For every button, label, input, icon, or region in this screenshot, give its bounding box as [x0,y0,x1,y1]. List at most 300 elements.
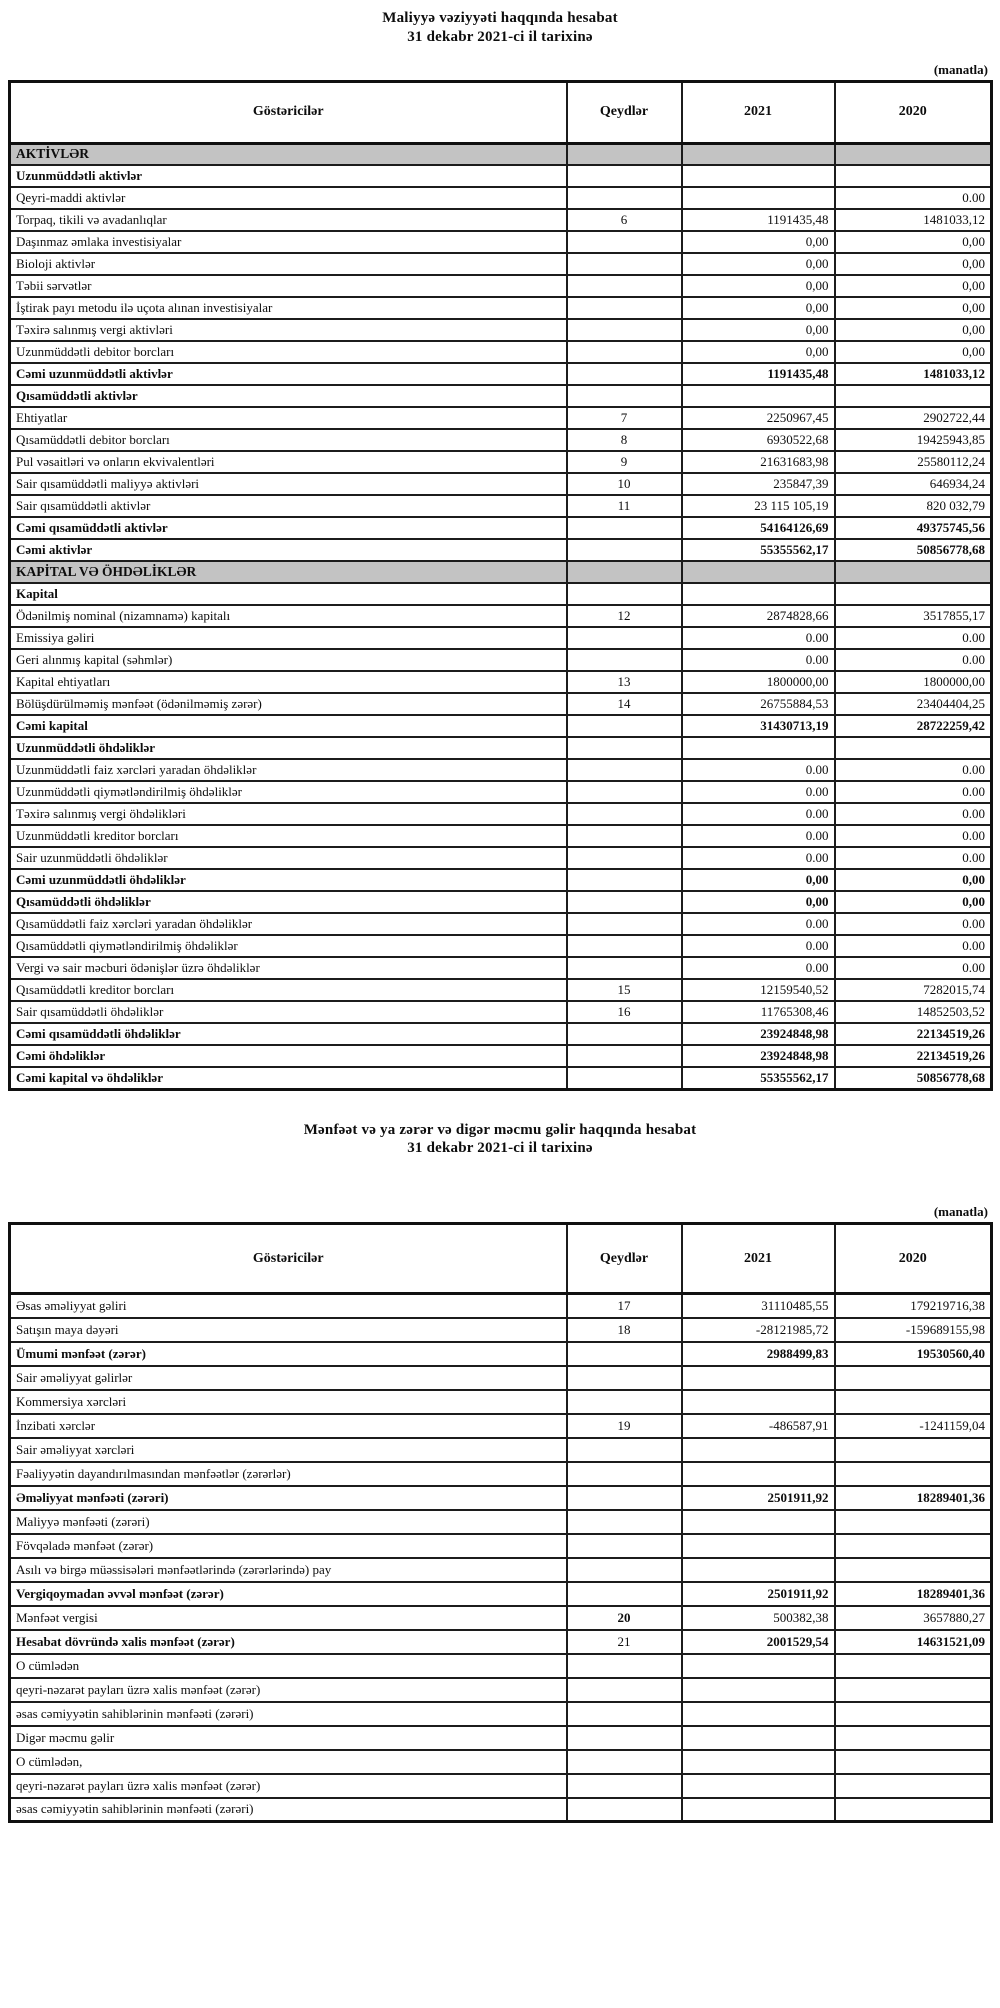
row-label: Təxirə salınmış vergi aktivləri [10,319,567,341]
table-row [10,825,992,847]
row-label: Cəmi qısamüddətli öhdəliklər [10,1023,567,1045]
value-2020: 18289401,36 [835,1582,992,1606]
value-2020: 0.00 [835,759,992,781]
value-2021 [682,1678,835,1702]
row-label: Cəmi uzunmüddətli öhdəliklər [10,869,567,891]
value-2020: 0,00 [835,341,992,363]
note-number [567,275,682,297]
value-2021: 55355562,17 [682,1067,835,1089]
value-2021: 31430713,19 [682,715,835,737]
value-2020: 14852503,52 [835,1001,992,1023]
table-row [10,759,992,781]
value-2021: 0,00 [682,275,835,297]
row-label: Qısamüddətli aktivlər [10,385,567,407]
note-number [567,517,682,539]
value-2020: 7282015,74 [835,979,992,1001]
table-row [10,1067,992,1089]
value-2021: 55355562,17 [682,539,835,561]
table-row [10,1366,992,1390]
value-2020: 0.00 [835,649,992,671]
income-statement-title [45,1091,955,1159]
value-2020: 0.00 [835,825,992,847]
row-label: AKTİVLƏR [10,143,567,165]
value-2020: 0.00 [835,187,992,209]
note-number [567,1798,682,1822]
value-2020: 50856778,68 [835,539,992,561]
table-row [10,583,992,605]
row-label: Kapital ehtiyatları [10,671,567,693]
value-2021: 2501911,92 [682,1486,835,1510]
table-row [10,363,992,385]
table-row [10,253,992,275]
table-row [10,1654,992,1678]
table-row [10,209,992,231]
value-2021: 31110485,55 [682,1294,835,1318]
value-2021: 0,00 [682,297,835,319]
note-number [567,1390,682,1414]
row-label: Cəmi öhdəliklər [10,1045,567,1067]
note-number [567,187,682,209]
value-2021: 6930522,68 [682,429,835,451]
row-label: Cəmi qısamüddətli aktivlər [10,517,567,539]
value-2021: 0,00 [682,891,835,913]
table-row [10,1534,992,1558]
col-header-2020: 2020 [835,81,992,143]
balance-sheet-title [45,0,955,47]
row-label: Qısamüddətli debitor borcları [10,429,567,451]
value-2020: 0,00 [835,253,992,275]
row-label: Vergi və sair məcburi ödənişlər üzrə öhdəliklər [10,957,567,979]
row-label: Ehtiyatlar [10,407,567,429]
row-label: O cümlədən, [10,1750,567,1774]
row-label: Mənfəət vergisi [10,1606,567,1630]
table-row [10,1023,992,1045]
value-2021: 0.00 [682,935,835,957]
value-2021: 0.00 [682,649,835,671]
value-2021 [682,165,835,187]
income-statement-header-row [10,1224,992,1294]
note-number [567,1045,682,1067]
row-label: KAPİTAL VƏ ÖHDƏLİKLƏR [10,561,567,583]
value-2021: 0,00 [682,319,835,341]
table-row [10,1726,992,1750]
table-row [10,561,992,583]
table-row [10,1342,992,1366]
table-row [10,935,992,957]
note-number [567,1702,682,1726]
value-2021 [682,1510,835,1534]
note-number [567,825,682,847]
value-2021 [682,1366,835,1390]
value-2020: 179219716,38 [835,1294,992,1318]
value-2021: 23924848,98 [682,1023,835,1045]
value-2020 [835,583,992,605]
table-row [10,1582,992,1606]
value-2020 [835,1438,992,1462]
table-row [10,1702,992,1726]
table-row [10,319,992,341]
value-2021: 0,00 [682,869,835,891]
value-2020 [835,1702,992,1726]
value-2021 [682,561,835,583]
value-2020: 0,00 [835,297,992,319]
col-header-2020: 2020 [835,1224,992,1294]
value-2021 [682,143,835,165]
value-2021: 12159540,52 [682,979,835,1001]
table-row [10,1462,992,1486]
note-number [567,1750,682,1774]
note-number [567,1726,682,1750]
value-2021: 0.00 [682,759,835,781]
note-number [567,1510,682,1534]
value-2020: 25580112,24 [835,451,992,473]
row-label: Sair uzunmüddətli öhdəliklər [10,847,567,869]
note-number: 19 [567,1414,682,1438]
row-label: İştirak payı metodu ilə uçota alınan investisiyalar [10,297,567,319]
value-2021 [682,1462,835,1486]
value-2021 [682,1534,835,1558]
value-2021: 2501911,92 [682,1582,835,1606]
table-row [10,517,992,539]
value-2020: 0.00 [835,847,992,869]
row-label: Sair əməliyyat xərcləri [10,1438,567,1462]
value-2021: 0.00 [682,627,835,649]
value-2021 [682,1558,835,1582]
value-2020: 3517855,17 [835,605,992,627]
value-2021: 2250967,45 [682,407,835,429]
value-2020 [835,1798,992,1822]
table-row [10,1414,992,1438]
row-label: Sair qısamüddətli aktivlər [10,495,567,517]
note-number: 16 [567,1001,682,1023]
row-label: Uzunmüddətli öhdəliklər [10,737,567,759]
value-2021: 0,00 [682,231,835,253]
row-label: Bioloji aktivlər [10,253,567,275]
table-row [10,913,992,935]
row-label: Bölüşdürülməmiş mənfəət (ödənilməmiş zərər) [10,693,567,715]
table-row [10,1558,992,1582]
row-label: Emissiya gəliri [10,627,567,649]
table-row [10,231,992,253]
table-row [10,979,992,1001]
table-row [10,781,992,803]
value-2021: 2001529,54 [682,1630,835,1654]
note-number [567,737,682,759]
value-2021: 0,00 [682,253,835,275]
col-header-indicators: Göstəricilər [10,1224,567,1294]
note-number: 17 [567,1294,682,1318]
row-label: Uzunmüddətli faiz xərcləri yaradan öhdəliklər [10,759,567,781]
value-2020: 22134519,26 [835,1045,992,1067]
value-2020: 0,00 [835,319,992,341]
note-number [567,561,682,583]
value-2020: 820 032,79 [835,495,992,517]
note-number: 10 [567,473,682,495]
value-2020: 0.00 [835,935,992,957]
note-number [567,341,682,363]
value-2021: -28121985,72 [682,1318,835,1342]
value-2021: 235847,39 [682,473,835,495]
row-label: Qısamüddətli öhdəliklər [10,891,567,913]
note-number [567,913,682,935]
note-number: 20 [567,1606,682,1630]
row-label: Cəmi kapital [10,715,567,737]
row-label: Digər məcmu gəlir [10,1726,567,1750]
value-2020: 646934,24 [835,473,992,495]
value-2021: 11765308,46 [682,1001,835,1023]
row-label: Cəmi uzunmüddətli aktivlər [10,363,567,385]
value-2020 [835,561,992,583]
table-row [10,1438,992,1462]
value-2020 [835,1558,992,1582]
row-label: Torpaq, tikili və avadanlıqlar [10,209,567,231]
value-2020: 49375745,56 [835,517,992,539]
value-2020 [835,165,992,187]
value-2021: 1191435,48 [682,363,835,385]
value-2021 [682,1750,835,1774]
value-2020 [835,143,992,165]
note-number [567,1582,682,1606]
value-2021: -486587,91 [682,1414,835,1438]
row-label: Ümumi mənfəət (zərər) [10,1342,567,1366]
row-label: Sair əməliyyat gəlirlər [10,1366,567,1390]
col-header-2021: 2021 [682,81,835,143]
note-number: 13 [567,671,682,693]
value-2021: 26755884,53 [682,693,835,715]
note-number [567,1023,682,1045]
table-row [10,429,992,451]
row-label: qeyri-nəzarət payları üzrə xalis mənfəət (zərər) [10,1678,567,1702]
table-row [10,1001,992,1023]
col-header-2021: 2021 [682,1224,835,1294]
row-label: Qısamüddətli kreditor borcları [10,979,567,1001]
value-2020: 18289401,36 [835,1486,992,1510]
row-label: İnzibati xərclər [10,1414,567,1438]
row-label: Qeyri-maddi aktivlər [10,187,567,209]
value-2021: 0.00 [682,957,835,979]
table-row [10,627,992,649]
note-number [567,627,682,649]
note-number [567,1067,682,1089]
value-2020 [835,1366,992,1390]
note-number [567,1438,682,1462]
row-label: Qısamüddətli qiymətləndirilmiş öhdəliklər [10,935,567,957]
value-2020 [835,1390,992,1414]
row-label: Fəaliyyətin dayandırılmasından mənfəətlər (zərərlər) [10,1462,567,1486]
row-label: Əsas əməliyyat gəliri [10,1294,567,1318]
col-header-indicators: Göstəricilər [10,81,567,143]
value-2021 [682,583,835,605]
unit-label-1: (manatla) [933,61,988,77]
value-2020: 19530560,40 [835,1342,992,1366]
row-label: Hesabat dövründə xalis mənfəət (zərər) [10,1630,567,1654]
value-2020 [835,385,992,407]
col-header-notes: Qeydlər [567,81,682,143]
value-2021 [682,1702,835,1726]
table-row [10,143,992,165]
value-2021: 0.00 [682,803,835,825]
table-row [10,1045,992,1067]
table-row [10,1486,992,1510]
table-row [10,737,992,759]
note-number [567,891,682,913]
row-label: Satışın maya dəyəri [10,1318,567,1342]
table-row [10,165,992,187]
value-2021: 0,00 [682,341,835,363]
note-number [567,583,682,605]
income-statement-title-line2: 31 dekabr 2021-ci il tarixinə [407,1140,593,1157]
value-2020: 0,00 [835,869,992,891]
table-row [10,451,992,473]
value-2021: 21631683,98 [682,451,835,473]
value-2020: 0,00 [835,231,992,253]
row-label: əsas cəmiyyətin sahiblərinin mənfəəti (zərəri) [10,1798,567,1822]
row-label: Cəmi aktivlər [10,539,567,561]
table-row [10,1630,992,1654]
value-2021: 23 115 105,19 [682,495,835,517]
table-row [10,671,992,693]
value-2021: 0.00 [682,781,835,803]
value-2021: 23924848,98 [682,1045,835,1067]
value-2020 [835,1534,992,1558]
table-row [10,891,992,913]
table-row [10,407,992,429]
table-row [10,847,992,869]
value-2020: 50856778,68 [835,1067,992,1089]
value-2020: 2902722,44 [835,407,992,429]
value-2020: 0.00 [835,803,992,825]
note-number [567,1678,682,1702]
value-2021 [682,1654,835,1678]
value-2020: -159689155,98 [835,1318,992,1342]
value-2020: 1481033,12 [835,363,992,385]
table-row [10,341,992,363]
row-label: Qısamüddətli faiz xərcləri yaradan öhdəliklər [10,913,567,935]
row-label: Fövqəladə mənfəət (zərər) [10,1534,567,1558]
row-label: Təxirə salınmış vergi öhdəlikləri [10,803,567,825]
note-number: 18 [567,1318,682,1342]
table-row [10,495,992,517]
value-2021: 54164126,69 [682,517,835,539]
value-2020: 1481033,12 [835,209,992,231]
note-number [567,715,682,737]
note-number [567,385,682,407]
value-2021 [682,1390,835,1414]
row-label: Daşınmaz əmlaka investisiyalar [10,231,567,253]
value-2021 [682,385,835,407]
value-2020 [835,1510,992,1534]
value-2020 [835,1678,992,1702]
note-number [567,759,682,781]
row-label: Cəmi kapital və öhdəliklər [10,1067,567,1089]
row-label: Uzunmüddətli aktivlər [10,165,567,187]
note-number [567,1366,682,1390]
row-label: Əməliyyat mənfəəti (zərəri) [10,1486,567,1510]
value-2020 [835,1462,992,1486]
note-number: 21 [567,1630,682,1654]
note-number [567,363,682,385]
table-row [10,1318,992,1342]
row-label: Təbii sərvətlər [10,275,567,297]
note-number [567,1558,682,1582]
table-row [10,605,992,627]
note-number [567,1342,682,1366]
income-statement-table [8,1222,993,1823]
row-label: O cümlədən [10,1654,567,1678]
note-number: 7 [567,407,682,429]
income-statement-title-line1: Mənfəət və ya zərər və digər məcmu gəlir haqqında hesabat [303,1121,697,1138]
note-number [567,231,682,253]
value-2021 [682,737,835,759]
note-number: 9 [567,451,682,473]
note-number [567,1774,682,1798]
note-number [567,935,682,957]
note-number [567,1462,682,1486]
row-label: qeyri-nəzarət payları üzrə xalis mənfəət (zərər) [10,1774,567,1798]
table-row [10,649,992,671]
note-number [567,297,682,319]
table-row [10,1798,992,1822]
value-2020: 28722259,42 [835,715,992,737]
note-number: 15 [567,979,682,1001]
balance-sheet-title-line2: 31 dekabr 2021-ci il tarixinə [407,28,593,45]
row-label: Vergiqoymadan əvvəl mənfəət (zərər) [10,1582,567,1606]
row-label: Kommersiya xərcləri [10,1390,567,1414]
table-row [10,297,992,319]
value-2021 [682,1438,835,1462]
note-number: 14 [567,693,682,715]
row-label: Uzunmüddətli kreditor borcları [10,825,567,847]
value-2020: 3657880,27 [835,1606,992,1630]
value-2021 [682,1726,835,1750]
value-2021 [682,187,835,209]
value-2020: 19425943,85 [835,429,992,451]
value-2020: 23404404,25 [835,693,992,715]
table-row [10,1750,992,1774]
row-label: Uzunmüddətli qiymətləndirilmiş öhdəliklər [10,781,567,803]
row-label: Ödənilmiş nominal (nizamnamə) kapitalı [10,605,567,627]
note-number [567,649,682,671]
table-row [10,1678,992,1702]
value-2021 [682,1774,835,1798]
value-2020: 0.00 [835,627,992,649]
table-row [10,803,992,825]
table-row [10,1294,992,1318]
row-label: Asılı və birgə müəssisələri mənfəətlərində (zərərlərində) pay [10,1558,567,1582]
row-label: Pul vəsaitləri və onların ekvivalentləri [10,451,567,473]
value-2020 [835,1774,992,1798]
table-row [10,693,992,715]
value-2020: 0,00 [835,891,992,913]
table-row [10,1606,992,1630]
value-2021: 0.00 [682,847,835,869]
note-number [567,869,682,891]
balance-sheet-title-line1: Maliyyə vəziyyəti haqqında hesabat [382,10,618,26]
note-number [567,319,682,341]
note-number [567,165,682,187]
value-2020: 22134519,26 [835,1023,992,1045]
table-row [10,957,992,979]
value-2020: -1241159,04 [835,1414,992,1438]
note-number: 12 [567,605,682,627]
value-2021: 2988499,83 [682,1342,835,1366]
row-label: Sair qısamüddətli maliyyə aktivləri [10,473,567,495]
note-number: 11 [567,495,682,517]
value-2021: 1191435,48 [682,209,835,231]
table-row [10,1774,992,1798]
row-label: Uzunmüddətli debitor borcları [10,341,567,363]
table-row [10,385,992,407]
